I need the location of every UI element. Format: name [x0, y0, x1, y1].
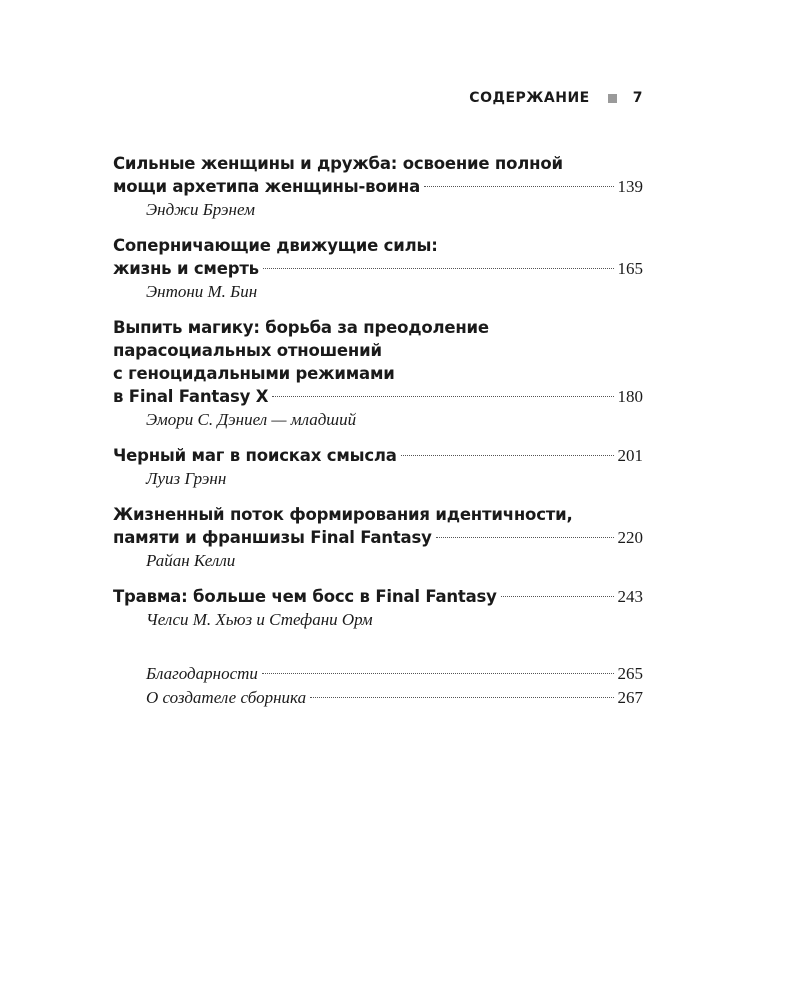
- toc-entry-title-line: Соперничающие движущие силы:: [113, 236, 438, 255]
- toc-entry-title-row: [113, 526, 643, 549]
- dot-leader: [424, 186, 613, 187]
- dot-leader: [401, 455, 614, 456]
- toc-extras: [113, 662, 643, 710]
- toc-entry-title-line: парасоциальных отношений: [113, 341, 382, 360]
- toc-entry-title-line: Травма: больше чем босс в Final Fantasy: [113, 587, 497, 606]
- dot-leader: [436, 537, 614, 538]
- toc-entry-title-line: Черный маг в поисках смысла: [113, 446, 397, 465]
- toc-entry-title-line: Жизненный поток формирования идентичности,: [113, 505, 573, 524]
- toc-entry[interactable]: [113, 585, 643, 632]
- running-header: [469, 90, 643, 106]
- toc-entry-title-row: [113, 257, 643, 280]
- table-of-contents: [113, 152, 643, 710]
- toc-entry[interactable]: [113, 503, 643, 573]
- toc-entry-page: 139: [617, 177, 643, 196]
- toc-entry-title-row: [113, 444, 643, 467]
- toc-extra-title: Благодарности: [146, 664, 258, 683]
- toc-entry-page: 201: [617, 446, 643, 465]
- toc-entry-author: Райан Келли: [146, 551, 236, 570]
- running-header-title: СОДЕРЖАНИЕ: [469, 90, 590, 106]
- toc-entry-page: 220: [617, 528, 643, 547]
- toc-entry-title-row: [113, 175, 643, 198]
- toc-extra-page: 265: [617, 664, 643, 683]
- toc-entry-title-line: Сильные женщины и дружба: освоение полной: [113, 154, 563, 173]
- toc-entry[interactable]: [113, 234, 643, 304]
- toc-entry-author: Челси М. Хьюз и Стефани Орм: [146, 610, 373, 629]
- toc-entry-title-line: Выпить магику: борьба за преодоление: [113, 318, 489, 337]
- toc-extra-item[interactable]: [146, 662, 643, 686]
- toc-entry-author: Эмори С. Дэниел — младший: [146, 410, 357, 429]
- toc-entry[interactable]: [113, 152, 643, 222]
- toc-entry-author: Энджи Брэнем: [146, 200, 255, 219]
- toc-entry-title-line: памяти и франшизы Final Fantasy: [113, 528, 432, 547]
- toc-entry-title-line: в Final Fantasy X: [113, 387, 269, 406]
- toc-entry-author: Энтони М. Бин: [146, 282, 258, 301]
- toc-entry-title-line: мощи архетипа женщины-воина: [113, 177, 421, 196]
- dot-leader: [263, 268, 614, 269]
- square-bullet-icon: [608, 94, 617, 103]
- toc-entry[interactable]: [113, 316, 643, 432]
- toc-extra-page: 267: [617, 688, 643, 707]
- toc-entry-page: 165: [617, 259, 643, 278]
- toc-entry-author: Луиз Грэнн: [146, 469, 227, 488]
- toc-entry-title-row: [113, 585, 643, 608]
- dot-leader: [310, 697, 613, 698]
- toc-entry-title-line: жизнь и смерть: [113, 259, 259, 278]
- toc-entry-page: 180: [617, 387, 643, 406]
- toc-extra-title: О создателе сборника: [146, 688, 307, 707]
- dot-leader: [501, 596, 614, 597]
- toc-entry-page: 243: [617, 587, 643, 606]
- dot-leader: [272, 396, 613, 397]
- page-number: 7: [632, 90, 643, 106]
- toc-entry-title-row: [113, 385, 643, 408]
- toc-extra-item[interactable]: [146, 686, 643, 710]
- toc-entry[interactable]: [113, 444, 643, 491]
- dot-leader: [262, 673, 614, 674]
- toc-entry-title-line: с геноцидальными режимами: [113, 364, 395, 383]
